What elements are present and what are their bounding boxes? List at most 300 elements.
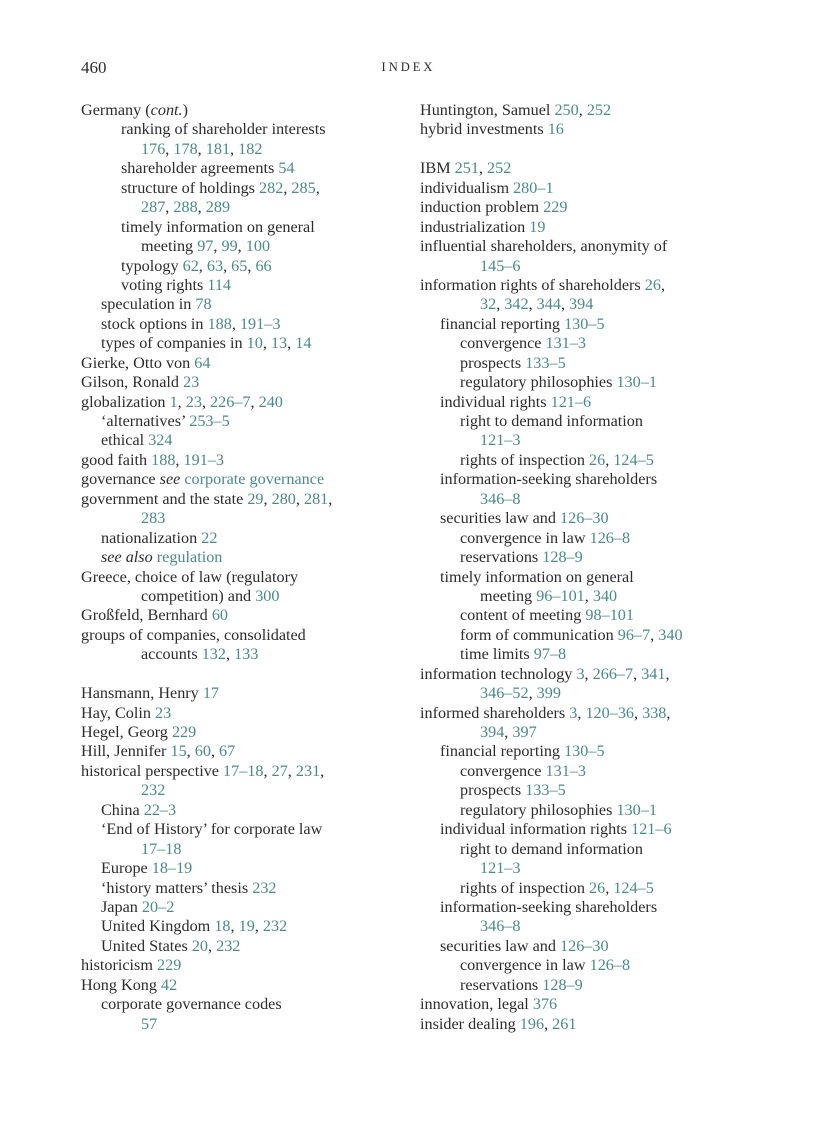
- letter-group-gap: [81, 665, 401, 684]
- entry-text: historicism: [81, 956, 157, 975]
- entry-text: securities law and: [440, 936, 561, 955]
- page-reference[interactable]: 130–1: [616, 800, 657, 819]
- entry-text: Hegel, Georg: [81, 723, 172, 741]
- entry-text: timely information on general: [121, 217, 315, 236]
- entry-text: ,: [262, 334, 271, 353]
- entry-text: Hill, Jennifer: [81, 742, 171, 761]
- index-entry: [420, 237, 750, 256]
- index-subentry: [420, 568, 750, 587]
- page-reference[interactable]: 287: [141, 198, 166, 217]
- page-reference[interactable]: 114: [207, 275, 232, 294]
- entry-text: shareholder agreements: [121, 159, 279, 178]
- index-entry: [81, 451, 401, 470]
- page-reference[interactable]: 66: [255, 256, 272, 275]
- entry-text: ,: [201, 392, 211, 411]
- index-entry-continuation: [81, 140, 401, 159]
- entry-text: ,: [177, 392, 186, 411]
- index-entry: [81, 470, 401, 489]
- index-subentry: [420, 840, 750, 859]
- entry-text: ,: [263, 489, 272, 508]
- index-subentry: [81, 218, 401, 237]
- entry-text: ,: [544, 1014, 553, 1033]
- page-reference[interactable]: 182: [238, 139, 263, 158]
- page-reference[interactable]: 18: [214, 917, 231, 936]
- index-entry: [81, 490, 401, 509]
- entry-text: groups of companies, consolidated: [81, 625, 306, 644]
- entry-text: Hansmann, Henry: [81, 684, 203, 703]
- entry-text: information technology: [420, 664, 577, 683]
- page-reference[interactable]: 280: [271, 489, 296, 508]
- page-reference[interactable]: 196: [519, 1014, 545, 1033]
- page-reference[interactable]: 17–18: [223, 761, 264, 780]
- entry-text: right to demand information: [460, 839, 643, 858]
- entry-text: rights of inspection: [460, 450, 590, 469]
- entry-text: ‘alternatives’: [101, 412, 190, 430]
- index-entry: [81, 762, 401, 781]
- page-reference[interactable]: 78: [195, 295, 212, 314]
- page-reference[interactable]: 394: [480, 723, 505, 741]
- entry-text: ,: [478, 159, 488, 178]
- page-reference[interactable]: 133–5: [525, 781, 566, 800]
- page-reference[interactable]: 120–36: [585, 703, 634, 722]
- entry-text: content of meeting: [460, 606, 586, 625]
- entry-text: nationalization: [101, 528, 202, 547]
- page-reference[interactable]: 342: [504, 295, 529, 314]
- italic-text: cont.: [150, 101, 183, 119]
- entry-text: ,: [175, 450, 184, 469]
- entry-text: prospects: [460, 781, 526, 800]
- entry-text: Germany (: [81, 101, 151, 119]
- index-subentry: [81, 334, 401, 353]
- page-reference[interactable]: 60: [194, 742, 211, 761]
- index-entry-continuation: [81, 840, 401, 859]
- entry-text: competition) and: [141, 586, 256, 605]
- entry-text: ,: [605, 450, 614, 469]
- index-entry: [81, 684, 401, 703]
- entry-text: IBM: [420, 159, 455, 178]
- index-subentry: [420, 645, 750, 664]
- entry-text: information-seeking shareholders: [440, 897, 658, 916]
- index-subentry: [420, 742, 750, 761]
- entry-text: ,: [287, 761, 296, 780]
- entry-text: ‘history matters’ thesis: [101, 878, 253, 897]
- entry-text: ,: [230, 139, 239, 158]
- index-entry: [420, 120, 750, 139]
- page-reference[interactable]: 282: [259, 178, 284, 197]
- entry-text: stock options in: [101, 314, 208, 333]
- page-reference[interactable]: 97–8: [533, 645, 567, 664]
- entry-text: ,: [496, 295, 505, 314]
- entry-text: ,: [577, 703, 586, 722]
- page-reference[interactable]: 121–6: [631, 820, 672, 839]
- entry-text: ,: [197, 139, 206, 158]
- entry-text: typology: [121, 256, 183, 275]
- page-reference[interactable]: 124–5: [613, 878, 654, 897]
- page-reference[interactable]: 232: [216, 936, 241, 955]
- index-entry: [420, 1015, 750, 1034]
- page-reference[interactable]: 300: [255, 586, 280, 605]
- page-reference[interactable]: 57: [141, 1014, 158, 1033]
- index-entry-continuation: [81, 781, 401, 800]
- index-entry: [81, 568, 401, 587]
- page-reference[interactable]: 96–7: [617, 625, 651, 644]
- index-subentry: [81, 257, 401, 276]
- page-reference[interactable]: 19: [238, 917, 255, 936]
- entry-text: financial reporting: [440, 314, 565, 333]
- page-reference[interactable]: 344: [536, 295, 561, 314]
- page-reference[interactable]: 22–3: [143, 800, 177, 819]
- entry-text: convergence in law: [460, 528, 590, 547]
- index-subentry: [81, 315, 401, 334]
- index-entry: [81, 723, 401, 742]
- entry-text: form of communication: [460, 625, 618, 644]
- page-reference[interactable]: 13: [270, 334, 288, 353]
- page-reference[interactable]: 133–5: [525, 353, 566, 372]
- page-reference[interactable]: 124–5: [613, 450, 654, 469]
- page-reference[interactable]: 131–3: [545, 334, 587, 353]
- page-reference[interactable]: 3: [576, 664, 585, 683]
- entry-text: ,: [225, 645, 235, 664]
- page-reference[interactable]: 65: [231, 256, 248, 275]
- page-reference[interactable]: 121–3: [480, 859, 521, 878]
- index-entry-continuation: [81, 1015, 401, 1034]
- page-reference[interactable]: 340: [658, 625, 683, 644]
- index-entry: [81, 393, 401, 412]
- entry-text: innovation, legal: [420, 995, 533, 1014]
- entry-text: meeting: [480, 586, 537, 605]
- page-reference[interactable]: 17–18: [141, 839, 182, 858]
- index-subentry: [81, 859, 401, 878]
- entry-text: Gilson, Ronald: [81, 373, 184, 392]
- page-reference[interactable]: 346–8: [480, 489, 521, 508]
- page-reference[interactable]: 252: [487, 159, 512, 178]
- index-subentry: [81, 529, 401, 548]
- index-subentry: [420, 412, 750, 431]
- page-number: 460: [81, 58, 107, 77]
- index-subentry: [81, 898, 401, 917]
- entry-text: ranking of shareholder interests: [121, 120, 326, 139]
- page-reference[interactable]: corporate governance: [184, 470, 325, 489]
- entry-text: ,: [578, 101, 587, 119]
- index-subentry: [81, 159, 401, 178]
- index-subentry: [420, 393, 750, 412]
- entry-text: individualism: [420, 178, 514, 197]
- entry-text: ,: [328, 489, 333, 508]
- entry-text: Greece, choice of law (regulatory: [81, 567, 299, 586]
- entry-text: convergence: [460, 334, 546, 353]
- page-reference[interactable]: 1: [169, 392, 178, 411]
- index-subentry: [420, 781, 750, 800]
- entry-text: ,: [283, 178, 292, 197]
- entry-text: ,: [584, 664, 593, 683]
- page-reference[interactable]: 97: [197, 237, 214, 256]
- index-subentry: [420, 451, 750, 470]
- page-reference[interactable]: 27: [271, 761, 288, 780]
- index-subentry: [81, 295, 401, 314]
- page-reference[interactable]: 18–19: [151, 859, 193, 878]
- index-entry-continuation: [420, 917, 750, 936]
- index-entry: [81, 354, 401, 373]
- page-reference[interactable]: 126–30: [560, 936, 609, 955]
- page-reference[interactable]: 266–7: [592, 664, 634, 683]
- page-reference[interactable]: 232: [262, 917, 288, 936]
- page-reference[interactable]: 64: [194, 353, 211, 372]
- entry-text: Europe: [101, 859, 152, 878]
- entry-text: ,: [315, 178, 320, 197]
- italic-text: see: [159, 470, 181, 489]
- entry-text: ,: [208, 936, 217, 955]
- page-header: [81, 58, 736, 82]
- entry-text: ,: [666, 703, 671, 722]
- index-entry: [81, 101, 401, 120]
- page-reference[interactable]: 261: [552, 1014, 577, 1033]
- index-subentry: [81, 431, 401, 450]
- page-reference[interactable]: 96–101: [536, 586, 585, 605]
- page-reference[interactable]: 285: [291, 178, 316, 197]
- entry-text: ,: [231, 314, 240, 333]
- index-subentry: [420, 334, 750, 353]
- index-subentry: [420, 879, 750, 898]
- entry-text: informed shareholders: [420, 703, 570, 722]
- entry-text: timely information on general: [440, 567, 634, 586]
- entry-text: convergence in law: [460, 956, 590, 975]
- page-reference[interactable]: 42: [161, 975, 178, 994]
- entry-text: speculation in: [101, 295, 196, 314]
- page-reference[interactable]: 376: [532, 995, 558, 1014]
- index-entry: [420, 995, 750, 1014]
- entry-text: ,: [605, 878, 614, 897]
- page-reference[interactable]: 188: [207, 314, 232, 333]
- index-entry-continuation: [420, 587, 750, 606]
- entry-text: ,: [528, 684, 537, 703]
- page-reference[interactable]: 346–8: [480, 917, 521, 936]
- running-head: INDEX: [381, 60, 436, 74]
- page-reference[interactable]: 240: [258, 392, 283, 411]
- page-reference[interactable]: 283: [141, 509, 166, 528]
- page-reference[interactable]: 181: [205, 139, 231, 158]
- entry-text: historical perspective: [81, 761, 224, 780]
- entry-text: ,: [263, 761, 272, 780]
- page-reference[interactable]: 14: [295, 334, 312, 353]
- page-reference[interactable]: 397: [512, 723, 537, 741]
- page-reference[interactable]: 15: [170, 742, 187, 761]
- page-reference[interactable]: 130–5: [564, 742, 605, 761]
- page-reference[interactable]: 126–30: [560, 509, 609, 528]
- entry-text: ,: [223, 256, 232, 275]
- page-reference[interactable]: 229: [543, 198, 568, 217]
- entry-text: ,: [320, 761, 325, 780]
- index-subentry: [420, 762, 750, 781]
- index-entry-continuation: [420, 431, 750, 450]
- entry-text: United States: [101, 936, 192, 955]
- page-reference[interactable]: 128–9: [542, 975, 583, 994]
- index-subentry: [420, 937, 750, 956]
- page-reference[interactable]: 62: [182, 256, 199, 275]
- entry-text: ,: [230, 917, 239, 936]
- entry-text: hybrid investments: [420, 120, 548, 139]
- page-reference[interactable]: 23: [183, 373, 200, 392]
- index-subentry: [81, 995, 401, 1014]
- index-subentry: [81, 879, 401, 898]
- page-reference[interactable]: 99: [221, 237, 238, 256]
- page-reference[interactable]: 121–3: [480, 431, 521, 450]
- page-reference[interactable]: 232: [141, 781, 166, 800]
- page-reference[interactable]: 289: [205, 198, 231, 217]
- index-entry: [420, 665, 750, 684]
- entry-text: insider dealing: [420, 1014, 520, 1033]
- page-reference[interactable]: 191–3: [183, 450, 224, 469]
- page-reference[interactable]: 23: [185, 392, 202, 411]
- entry-text: ,: [210, 742, 220, 761]
- entry-text: corporate governance codes: [101, 995, 282, 1014]
- page-reference[interactable]: 20–2: [141, 897, 175, 916]
- page-reference[interactable]: 281: [303, 489, 329, 508]
- page-reference[interactable]: 26: [589, 878, 606, 897]
- page-reference[interactable]: 188: [151, 450, 176, 469]
- page-reference[interactable]: 126–8: [589, 528, 631, 547]
- page-reference[interactable]: 250: [554, 101, 579, 119]
- page-reference[interactable]: 3: [569, 703, 578, 722]
- page-reference[interactable]: 132: [201, 645, 226, 664]
- index-entry: [420, 276, 750, 295]
- index-entry-continuation: [81, 198, 401, 217]
- index-subentry: [81, 276, 401, 295]
- page-reference[interactable]: 229: [171, 723, 197, 741]
- index-entry: [81, 373, 401, 392]
- page-reference[interactable]: 10: [246, 334, 263, 353]
- entry-text: financial reporting: [440, 742, 565, 761]
- entry-text: ,: [237, 237, 246, 256]
- page-reference[interactable]: 280–1: [513, 178, 554, 197]
- entry-text: individual rights: [440, 392, 551, 411]
- index-subentry: [420, 956, 750, 975]
- page-reference[interactable]: 341: [641, 664, 666, 683]
- page-reference[interactable]: 98–101: [585, 606, 634, 625]
- entry-text: ,: [165, 198, 174, 217]
- page-reference[interactable]: 253–5: [189, 412, 230, 430]
- entry-text: ,: [504, 723, 513, 741]
- index-subentry: [81, 120, 401, 139]
- page-reference[interactable]: regulation: [156, 548, 223, 567]
- page-reference[interactable]: 340: [592, 586, 618, 605]
- index-entry-continuation: [81, 237, 401, 256]
- index-subentry: [81, 917, 401, 936]
- page-reference[interactable]: 126–8: [589, 956, 631, 975]
- page-reference[interactable]: 229: [157, 956, 182, 975]
- entry-text: United Kingdom: [101, 917, 215, 936]
- page-reference[interactable]: 130–1: [616, 373, 657, 392]
- page-reference[interactable]: 22: [201, 528, 218, 547]
- page-reference[interactable]: 54: [278, 159, 295, 178]
- index-entry: [81, 626, 401, 645]
- page-reference[interactable]: 19: [529, 217, 546, 236]
- entry-text: Gierke, Otto von: [81, 353, 195, 372]
- entry-text: ,: [254, 917, 263, 936]
- entry-text: industrialization: [420, 217, 530, 236]
- letter-group-gap: [420, 140, 750, 159]
- page-reference[interactable]: 128–9: [542, 548, 583, 567]
- page-reference[interactable]: 29: [247, 489, 264, 508]
- entry-text: governance: [81, 470, 160, 489]
- entry-text: ,: [665, 664, 670, 683]
- entry-text: information rights of shareholders: [420, 275, 645, 294]
- page-reference[interactable]: 130–5: [564, 314, 605, 333]
- entry-text: time limits: [460, 645, 534, 664]
- entry-text: ,: [186, 742, 195, 761]
- entry-text: rights of inspection: [460, 878, 590, 897]
- index-subentry: [81, 548, 401, 567]
- entry-text: ,: [634, 703, 643, 722]
- index-entry: [81, 956, 401, 975]
- page-reference[interactable]: 145–6: [480, 256, 521, 275]
- page-reference[interactable]: 178: [173, 139, 198, 158]
- entry-text: meeting: [141, 237, 198, 256]
- page-reference[interactable]: 324: [148, 431, 173, 450]
- index-subentry: [420, 898, 750, 917]
- index-entry: [81, 976, 401, 995]
- page-reference[interactable]: 394: [569, 295, 594, 314]
- page-reference[interactable]: 60: [211, 606, 228, 625]
- entry-text: reservations: [460, 548, 543, 567]
- page-reference[interactable]: 26: [589, 450, 606, 469]
- index-entry-continuation: [420, 684, 750, 703]
- page-reference[interactable]: 133: [234, 645, 259, 664]
- page-reference[interactable]: 231: [295, 761, 321, 780]
- index-subentry: [420, 509, 750, 528]
- index-subentry: [420, 354, 750, 373]
- page-reference[interactable]: 346–52: [480, 684, 529, 703]
- page-reference[interactable]: 23: [155, 703, 172, 722]
- page-reference[interactable]: 191–3: [239, 314, 281, 333]
- page-reference[interactable]: 26: [644, 275, 661, 294]
- page-reference[interactable]: 226–7: [210, 392, 251, 411]
- index-subentry: [81, 179, 401, 198]
- page-reference[interactable]: 252: [586, 101, 612, 119]
- entry-text: regulatory philosophies: [460, 800, 617, 819]
- entry-text: ,: [528, 295, 537, 314]
- page-reference[interactable]: 399: [536, 684, 561, 703]
- entry-text: ,: [295, 489, 304, 508]
- page-reference[interactable]: 338: [642, 703, 667, 722]
- entry-text: ,: [198, 256, 207, 275]
- entry-text: structure of holdings: [121, 178, 260, 197]
- index-entry-continuation: [420, 295, 750, 314]
- page-reference[interactable]: 67: [219, 742, 236, 761]
- page-reference[interactable]: 32: [480, 295, 497, 314]
- page-reference[interactable]: 121–6: [550, 392, 592, 411]
- index-entry-continuation: [420, 723, 750, 742]
- entry-text: regulatory philosophies: [460, 373, 617, 392]
- page-reference[interactable]: 20: [191, 936, 209, 955]
- page-reference[interactable]: 232: [252, 878, 277, 897]
- page-reference[interactable]: 131–3: [545, 761, 587, 780]
- entry-text: government and the state: [81, 489, 248, 508]
- entry-text: ,: [560, 295, 570, 314]
- page-reference[interactable]: 16: [547, 120, 564, 139]
- entry-text: types of companies in: [101, 334, 247, 353]
- index-subentry: [420, 626, 750, 645]
- page-reference[interactable]: 17: [202, 684, 220, 703]
- page-reference[interactable]: 63: [206, 256, 224, 275]
- index-entry-continuation: [420, 859, 750, 878]
- index-subentry: [420, 529, 750, 548]
- page-reference[interactable]: 288: [173, 198, 198, 217]
- index-entry: [81, 606, 401, 625]
- page-reference[interactable]: 100: [245, 237, 271, 256]
- page-reference[interactable]: 251: [454, 159, 479, 178]
- index-subentry: [81, 412, 401, 431]
- page-reference[interactable]: 176: [141, 139, 166, 158]
